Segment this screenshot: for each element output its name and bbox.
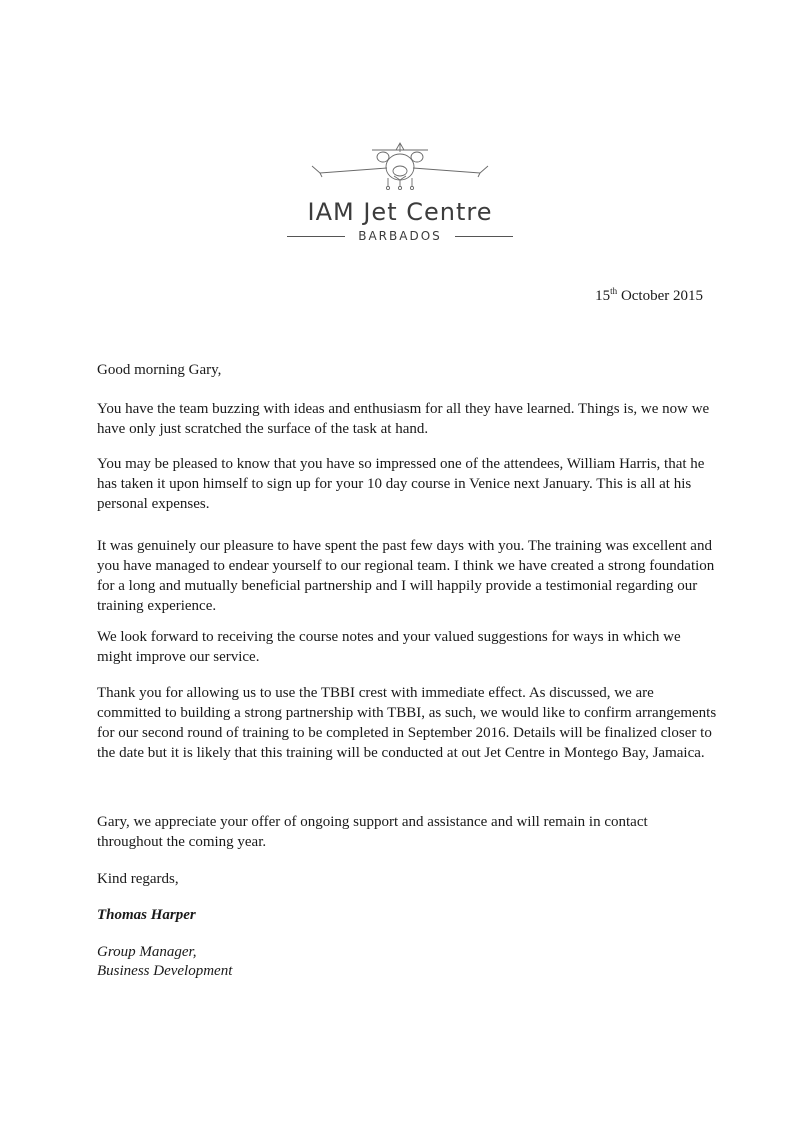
closing: Kind regards, (97, 871, 179, 887)
letter-date (595, 288, 703, 305)
signatory-title-line2: Business Development (97, 963, 233, 979)
date-suffix: th (610, 286, 618, 296)
paragraph-4: We look forward to receiving the course notes and your valued suggestions for ways in which we might improve our service. (97, 629, 681, 665)
divider-left (287, 236, 345, 237)
company-location: BARBADOS (358, 229, 442, 243)
divider-right (455, 236, 513, 237)
signatory-title-line1: Group Manager, (97, 944, 197, 960)
paragraph-6: Gary, we appreciate your offer of ongoing support and assistance and will remain in contact throughout the coming year. (97, 814, 648, 850)
company-location-row (0, 229, 800, 243)
paragraph-2: You may be pleased to know that you have so impressed one of the attendees, William Harris, that he has taken it upon himself to sign up for your 10 day course in Venice next January. This is all at his personal expenses. (97, 456, 705, 512)
jet-aircraft-icon (310, 140, 490, 192)
paragraph-5: Thank you for allowing us to use the TBBI crest with immediate effect. As discussed, we are committed to building a strong partnership with TBBI, as such, we would like to confirm arrangements for our second round of training to be completed in September 2016. Details will be finalized closer to the date but it is likely that this training will be conducted at out Jet Centre in Montego Bay, Jamaica. (97, 685, 717, 761)
salutation: Good morning Gary, (97, 362, 222, 378)
paragraph-1: You have the team buzzing with ideas and enthusiasm for all they have learned. Things is, we now we have only just scratched the surface of the task at hand. (97, 401, 710, 437)
letterhead-logo (0, 140, 800, 243)
paragraph-3: It was genuinely our pleasure to have spent the past few days with you. The training was excellent and you have managed to endear yourself to our regional team. I think we have created a strong foundation for a long and mutually beneficial partnership and I will happily provide a testimonial regarding our training experience. (97, 538, 715, 614)
date-day: 15 (595, 288, 611, 304)
signatory-name: Thomas Harper (97, 907, 196, 923)
date-rest: October 2015 (620, 288, 703, 304)
company-name: IAM Jet Centre (307, 198, 493, 226)
